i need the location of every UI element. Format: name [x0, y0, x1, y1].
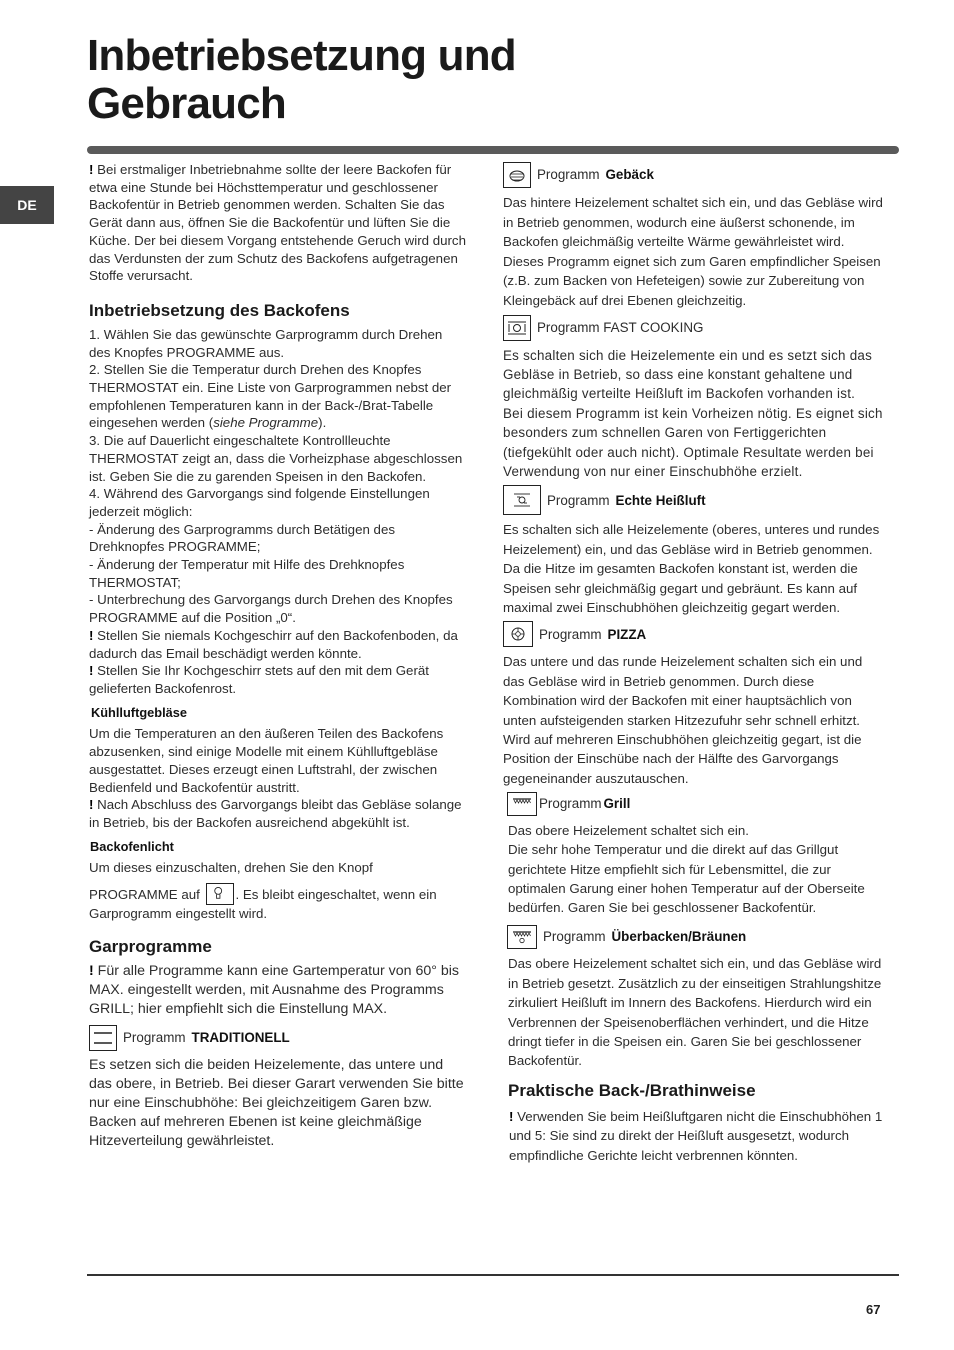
- program-echte-heissluft-text: Es schalten sich alle Heizelemente (oberes, unteres und rundes Heizelement) ein, und das Gebläse wird in Betrieb genommen. Da die Hitze im gesamten Backofen konstant ist, werden die Speisen sehr gleichmäßig gegart und gebräunt. Es kann auf maximal zwei Einschubhöhen gleichzeitig gegart werden.: [503, 522, 880, 616]
- program-fast-cooking-text-2: Bei diesem Programm ist kein Vorheizen nötig. Es eignet sich besonders zum schnellen Garen von Fertiggerichten (tiefgekühlt oder auch nicht). Optimale Resultate werden bei Verwendung von nur einer Einschubhöhe erzielt.: [503, 405, 883, 479]
- top-divider: [87, 146, 899, 154]
- warning-cookware-floor: ! Stellen Sie niemals Kochgeschirr auf den Backofenboden, da dadurch das Email beschädigt werden könnte.: [89, 627, 458, 661]
- pastry-icon: [503, 162, 531, 188]
- subheading-backofenlicht: Backofenlicht: [90, 838, 174, 854]
- right-column: [503, 162, 885, 1166]
- program-fast-cooking-header: [503, 315, 885, 341]
- cooling-fan-warning: ! Nach Abschluss des Garvorgangs bleibt das Gebläse solange in Betrieb, bis der Backofen ausreichend abgekühlt ist.: [89, 797, 462, 830]
- program-name: Überbacken/Bräunen: [611, 929, 747, 945]
- program-name: TRADITIONELL: [191, 1029, 290, 1045]
- step-4-b: - Änderung der Temperatur mit Hilfe des Drehknopfes THERMOSTAT;: [89, 557, 405, 590]
- section-heading-garprogramme: Garprogramme: [89, 936, 212, 956]
- step-1: 1. Wählen Sie das gewünschte Garprogramm durch Drehen des Knopfes PROGRAMME aus.: [89, 326, 443, 360]
- warning-mark: !: [89, 162, 94, 177]
- program-geback-text: Das hintere Heizelement schaltet sich ein, und das Gebläse wird in Betrieb genommen, wodurch eine äußerst schonende, im Backofen gleichmäßig verteilte Wärme gewährleistet wird. Dieses Programm eignet sich zum Garen empfindlicher Speisen (z.B. zum Backen von Hefeteigen) sowie zur Zubereitung von Kleingebäck auf drei Ebenen gleichzeitig.: [503, 195, 883, 308]
- program-grill-header: Programm Grill: [503, 792, 885, 816]
- program-ueberbacken-header: Programm Überbacken/Bräunen: [503, 925, 885, 949]
- fast-cooking-icon: [503, 315, 531, 341]
- tips-text: ! Verwenden Sie beim Heißluftgaren nicht die Einschubhöhen 1 und 5: Sie sind zu direkt der Heißluft ausgesetzt, wodurch empfindliche Gerichte leicht verbrennen könnten.: [509, 1108, 883, 1163]
- oven-light-text-1: Um dieses einzuschalten, drehen Sie den Knopf: [89, 860, 373, 876]
- program-name: PIZZA: [607, 626, 647, 642]
- section-heading-inbetriebsetzung: Inbetriebsetzung des Backofens: [89, 300, 350, 320]
- step-4-c: - Unterbrechung des Garvorgangs durch Drehen des Knopfes PROGRAMME auf die Position „0“.: [89, 592, 453, 626]
- program-traditionell-text: Es setzen sich die beiden Heizelemente, das untere und das obere, in Betrieb. Bei dieser Garart verwenden Sie bitte nur eine Einschubhöhe: Bei gleichzeitigem Garen bzw. Backen auf mehreren Ebenen ist keine gleichmäßige Hitzeverteilung gewährleistet.: [89, 1056, 464, 1149]
- program-pizza-text: Das untere und das runde Heizelement schalten sich ein und das Gebläse wird in Betrieb genommen. Durch diese Kombination wird der Backofen mit einer hauptsächlich von unten aufsteigenden starken Hitzezufuhr sehr schnell erhitzt. Wird auf mehreren Einschubhöhen gleichzeitig gegart, ist die Position der Einschübe nach der Hälfte des Garvorgangs gegeneinander auszutauschen.: [503, 654, 863, 786]
- section-heading-praktische-hinweise: Praktische Back-/Brathinweise: [508, 1080, 756, 1100]
- bottom-divider: [87, 1274, 899, 1276]
- title-line-2: Gebrauch: [87, 79, 286, 128]
- program-name: Echte Heißluft: [615, 492, 706, 508]
- grill-fan-icon: [507, 925, 537, 949]
- warning-cookware-rack: ! Stellen Sie Ihr Kochgeschirr stets auf den mit dem Gerät gelieferten Backofenrost.: [89, 663, 429, 696]
- step-4-a: - Änderung des Garprogramms durch Betätigen des Drehknopfes PROGRAMME;: [89, 521, 395, 555]
- program-geback-header: Programm Gebäck: [503, 162, 885, 188]
- steps-list: [89, 326, 467, 698]
- program-fast-cooking-text-1: Es schalten sich die Heizelemente ein und es setzt sich das Gebläse in Betrieb, so dass eine konstant gehaltene und gleichmäßig verteilte Heißluft im Backofen vorhanden ist.: [503, 347, 873, 402]
- true-convection-icon: [503, 485, 541, 515]
- garprogramme-text: ! Für alle Programme kann eine Gartemperatur von 60° bis MAX. eingestellt werden, mit Ausnahme des Programms GRILL; hier empfiehlt sich die Einstellung MAX.: [89, 962, 459, 1017]
- program-traditionell-header: Programm TRADITIONELL: [89, 1025, 467, 1051]
- language-tab: DE: [0, 186, 54, 224]
- lamp-icon: [206, 883, 234, 905]
- program-pizza-header: Programm PIZZA: [503, 621, 885, 647]
- program-echte-heissluft-header: Programm Echte Heißluft: [503, 485, 885, 515]
- program-grill-text-1: Das obere Heizelement schaltet sich ein.: [508, 823, 749, 839]
- grill-icon: [507, 792, 537, 816]
- step-3: 3. Die auf Dauerlicht eingeschaltete Kontrollleuchte THERMOSTAT zeigt an, dass die Vorheizphase abgeschlossen ist. Geben Sie die zu garenden Speisen in den Backofen.: [89, 433, 463, 484]
- program-name: Programm FAST COOKING: [537, 319, 704, 335]
- title-line-1: Inbetriebsetzung und: [87, 31, 516, 80]
- oven-light-text-2: PROGRAMME auf . Es bleibt eingeschaltet, wenn ein Garprogramm eingestellt wird.: [89, 883, 467, 923]
- traditional-heat-icon: [89, 1025, 117, 1051]
- step-4: 4. Während des Garvorgangs sind folgende Einstellungen jederzeit möglich:: [89, 486, 430, 519]
- program-ueberbacken-text: Das obere Heizelement schaltet sich ein, und das Gebläse wird in Betrieb gesetzt. Zusätzlich zu der einseitigen Strahlungshitze zirkuliert Heißluft im Innern des Backofens. Hierdurch wird ein Verbrennen der Speisenoberflächen verhindert, und die Hitze dringt tiefer in die Speisen ein. Garen Sie bei geschlossener Backofentür.: [508, 956, 882, 1069]
- program-grill-text-2: Die sehr hohe Temperatur und die direkt auf das Grillgut gerichtete Hitze empfiehlt sich für Lebensmittel, die zur optimalen Garung einer hohen Temperatur auf der Oberseite bedürfen. Garen Sie bei geschlossener Backofentür.: [508, 842, 865, 916]
- cooling-fan-text: Um die Temperaturen an den äußeren Teilen des Backofens abzusenken, sind einige Modelle mit einem Kühlluftgebläse ausgestattet. Dieses erzeugt einen Luftstrahl, der zwischen Bedienfeld und Backofentür austritt.: [89, 726, 444, 795]
- program-name: Grill: [603, 796, 631, 812]
- intro-paragraph: ! Bei erstmaliger Inbetriebnahme sollte der leere Backofen für etwa eine Stunde bei Höchsttemperatur und geschlossener Backofentür in Betrieb genommen werden. Schalten Sie das Gerät dann aus, öffnen Sie die Backofentür und lüften Sie die Küche. Der bei diesem Vorgang entstehende Geruch wird durch das Verdunsten der zum Schutz des Backofens aufgetragenen Stoffe verursacht.: [89, 162, 466, 284]
- program-name: Gebäck: [605, 167, 654, 183]
- left-column: [89, 161, 467, 1151]
- page-title: [87, 32, 516, 128]
- pizza-icon: [503, 621, 533, 647]
- subheading-kuehlluft: Kühlluftgebläse: [91, 704, 187, 720]
- page-number: 67: [866, 1302, 881, 1317]
- step-2: 2. Stellen Sie die Temperatur durch Drehen des Knopfes THERMOSTAT ein. Eine Liste von Garprogrammen nebst der empfohlenen Temperaturen kann in der Back-/Brat-Tabelle eingesehen werden (siehe Programme).: [89, 362, 452, 431]
